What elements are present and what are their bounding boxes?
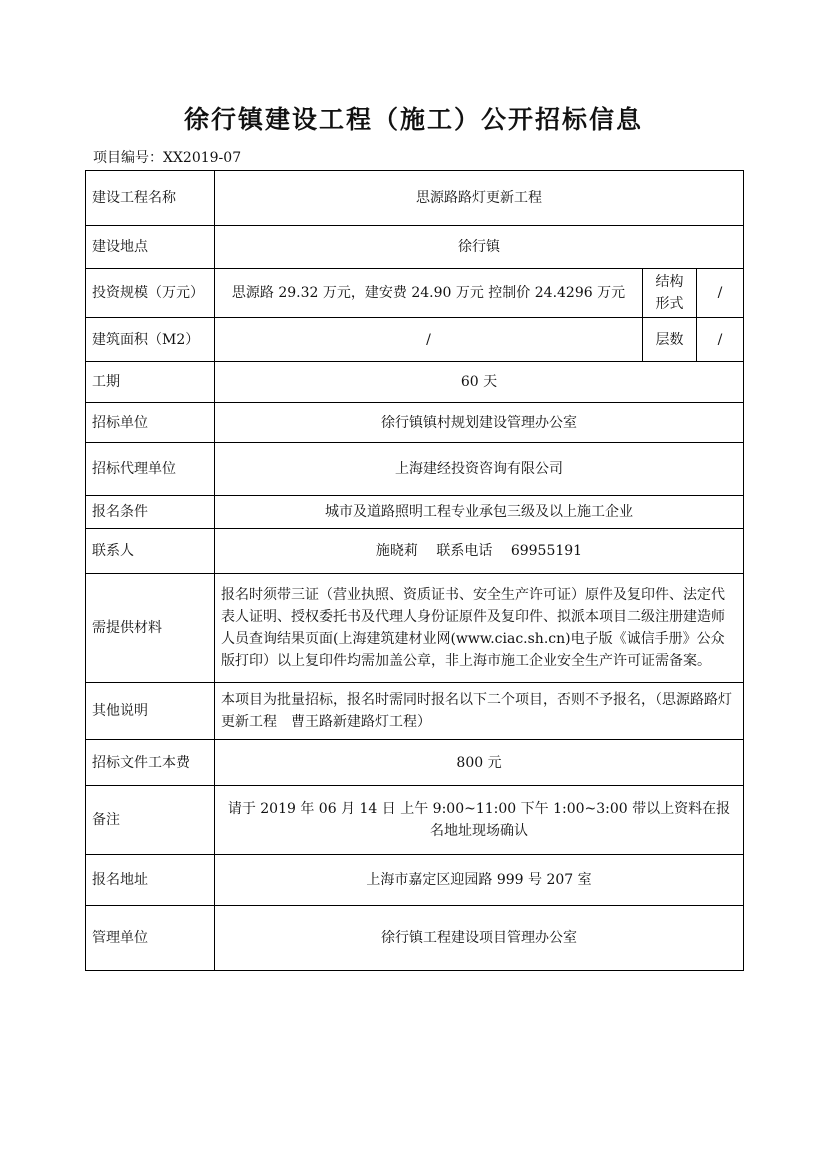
- label-address: 报名地址: [86, 855, 215, 906]
- label-materials: 需提供材料: [86, 574, 215, 683]
- value-tenderer: 徐行镇镇村规划建设管理办公室: [215, 403, 744, 443]
- value-area: /: [215, 318, 643, 362]
- row-location: [86, 226, 744, 269]
- label-area: 建筑面积（M2）: [86, 318, 215, 362]
- label-project-name: 建设工程名称: [86, 171, 215, 226]
- value-project-name: 思源路路灯更新工程: [215, 171, 744, 226]
- value-other: 本项目为批量招标，报名时需同时报名以下二个项目，否则不予报名，（思源路路灯更新工程 曹王路新建路灯工程）: [215, 683, 744, 740]
- value-period: 60 天: [215, 362, 744, 403]
- label-floors: 层数: [643, 318, 697, 362]
- label-investment: 投资规模（万元）: [86, 269, 215, 318]
- value-structure-type: /: [697, 269, 744, 318]
- value-materials: 报名时须带三证（营业执照、资质证书、安全生产许可证）原件及复印件、法定代表人证明、授权委托书及代理人身份证原件及复印件、拟派本项目二级注册建造师人员查询结果页面(上海建筑建材业网(www.ciac.sh.cn)电子版《诚信手册》公众版打印）以上复印件均需加盖公章，非上海市施工企业安全生产许可证需备案。: [215, 574, 744, 683]
- row-qualification: [86, 496, 744, 529]
- tender-info-table: [85, 170, 744, 971]
- row-materials: [86, 574, 744, 683]
- label-agent: 招标代理单位: [86, 443, 215, 496]
- value-floors: /: [697, 318, 744, 362]
- row-other: [86, 683, 744, 740]
- value-investment: 思源路 29.32 万元，建安费 24.90 万元 控制价 24.4296 万元: [215, 269, 643, 318]
- row-remark: [86, 786, 744, 855]
- label-location: 建设地点: [86, 226, 215, 269]
- label-manager: 管理单位: [86, 906, 215, 971]
- row-investment: [86, 269, 744, 318]
- row-project-name: [86, 171, 744, 226]
- value-address: 上海市嘉定区迎园路 999 号 207 室: [215, 855, 744, 906]
- row-agent: [86, 443, 744, 496]
- value-remark: 请于 2019 年 06 月 14 日 上午 9:00~11:00 下午 1:00~3:00 带以上资料在报名地址现场确认: [215, 786, 744, 855]
- value-fee: 800 元: [215, 740, 744, 786]
- row-manager: [86, 906, 744, 971]
- row-area: [86, 318, 744, 362]
- value-qualification: 城市及道路照明工程专业承包三级及以上施工企业: [215, 496, 744, 529]
- row-period: [86, 362, 744, 403]
- label-fee: 招标文件工本费: [86, 740, 215, 786]
- row-fee: [86, 740, 744, 786]
- label-qualification: 报名条件: [86, 496, 215, 529]
- row-tenderer: [86, 403, 744, 443]
- label-contact: 联系人: [86, 529, 215, 574]
- value-agent: 上海建经投资咨询有限公司: [215, 443, 744, 496]
- row-contact: [86, 529, 744, 574]
- page-title: 徐行镇建设工程（施工）公开招标信息: [183, 105, 643, 134]
- value-location: 徐行镇: [215, 226, 744, 269]
- value-manager: 徐行镇工程建设项目管理办公室: [215, 906, 744, 971]
- label-other: 其他说明: [86, 683, 215, 740]
- label-tenderer: 招标单位: [86, 403, 215, 443]
- label-remark: 备注: [86, 786, 215, 855]
- project-number: 项目编号：XX2019-07: [93, 150, 242, 166]
- row-address: [86, 855, 744, 906]
- label-period: 工期: [86, 362, 215, 403]
- value-contact: 施晓莉 联系电话 69955191: [215, 529, 744, 574]
- label-structure-type: 结构形式: [643, 269, 697, 318]
